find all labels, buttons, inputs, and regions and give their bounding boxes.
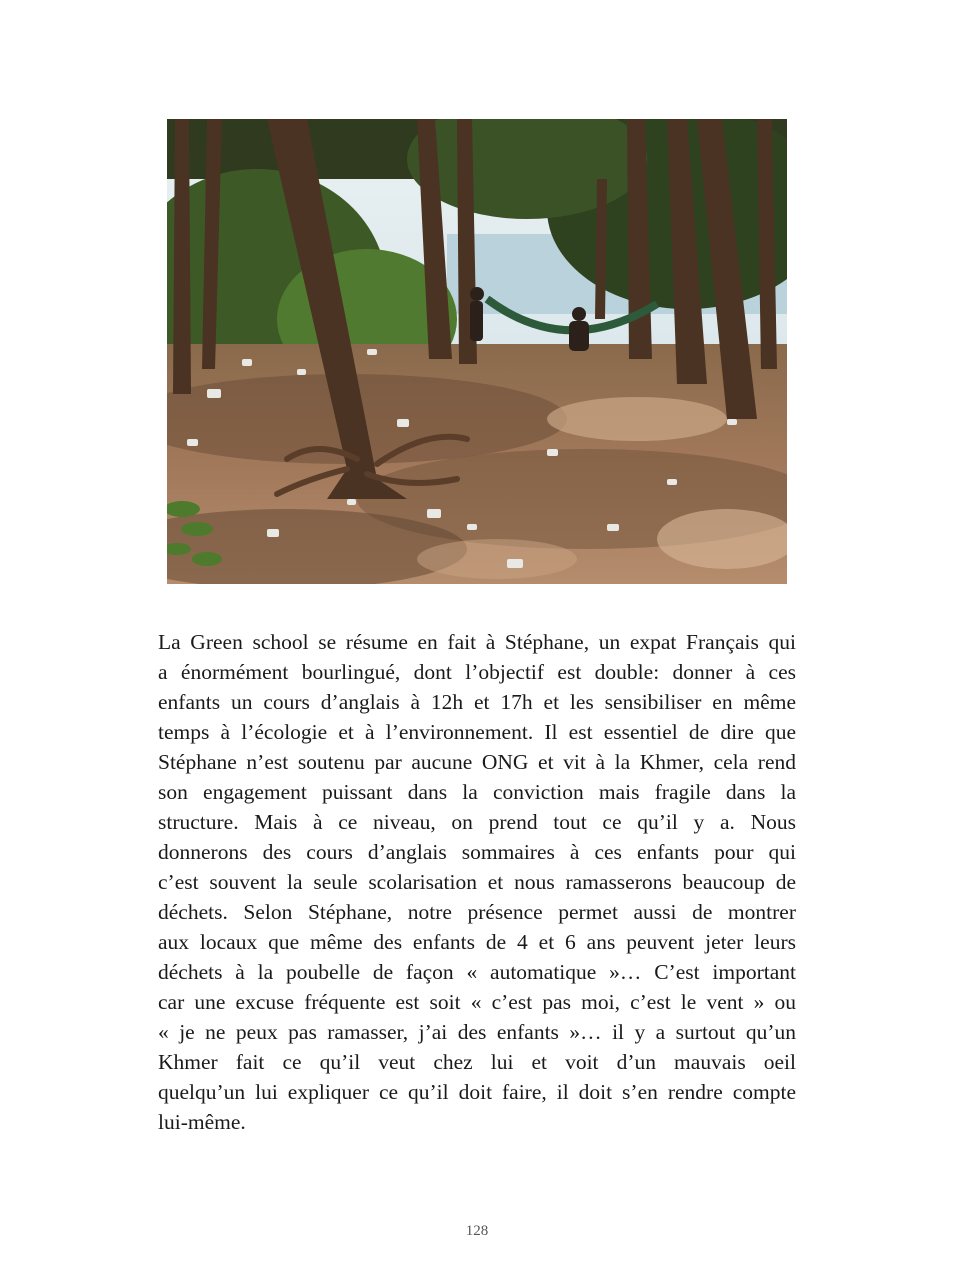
body-line: temps à l’écologie et à l’environnement. Il est essentiel de dire que bbox=[158, 720, 796, 744]
body-line: enfants un cours d’anglais à 12h et 17h et les sensibiliser en même bbox=[158, 690, 796, 714]
body-line: « je ne peux pas ramasser, j’ai des enfants »… il y a surtout qu’un bbox=[158, 1020, 796, 1044]
body-line: quelqu’un lui expliquer ce qu’il doit faire, il doit s’en rendre compte bbox=[158, 1080, 796, 1104]
body-line: c’est souvent la seule scolarisation et nous ramasserons beaucoup de bbox=[158, 870, 796, 894]
body-line: aux locaux que même des enfants de 4 et 6 ans peuvent jeter leurs bbox=[158, 930, 796, 954]
body-line: a énormément bourlingué, dont l’objectif est double: donner à ces bbox=[158, 660, 796, 684]
body-paragraph bbox=[158, 627, 796, 1137]
body-line: son engagement puissant dans la conviction mais fragile dans la bbox=[158, 780, 796, 804]
body-line: donnerons des cours d’anglais sommaires à ces enfants pour qui bbox=[158, 840, 796, 864]
photo-forest-beach bbox=[167, 119, 787, 584]
body-line: lui-même. bbox=[158, 1110, 246, 1134]
body-line: Khmer fait ce qu’il veut chez lui et voit d’un mauvais oeil bbox=[158, 1050, 796, 1074]
body-line: car une excuse fréquente est soit « c’est pas moi, c’est le vent » ou bbox=[158, 990, 796, 1014]
body-line: Stéphane n’est soutenu par aucune ONG et vit à la Khmer, cela rend bbox=[158, 750, 796, 774]
body-line: déchets à la poubelle de façon « automatique »… C’est important bbox=[158, 960, 796, 984]
body-line: structure. Mais à ce niveau, on prend tout ce qu’il y a. Nous bbox=[158, 810, 796, 834]
photo-illustration bbox=[167, 119, 787, 584]
body-line: déchets. Selon Stéphane, notre présence permet aussi de montrer bbox=[158, 900, 796, 924]
body-line: La Green school se résume en fait à Stéphane, un expat Français qui bbox=[158, 630, 796, 654]
page-number: 128 bbox=[465, 1223, 489, 1239]
